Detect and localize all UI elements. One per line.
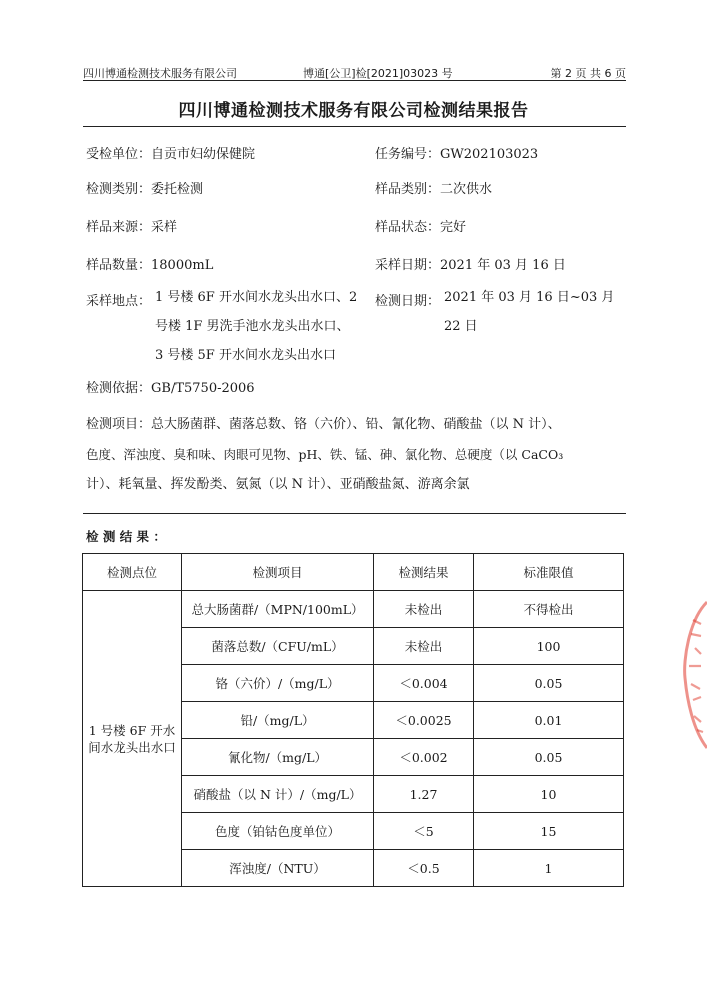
field-sample-type	[375, 178, 492, 197]
field-task-label: 任务编号：	[375, 147, 441, 162]
location-line: 1 号楼 6F 开水间水龙头出水口、2	[155, 290, 358, 305]
header-company: 四川博通检测技术服务有限公司	[83, 67, 237, 80]
field-status-label: 样品状态：	[375, 220, 441, 235]
field-client-value: 自贡市妇幼保健院	[151, 147, 256, 162]
cell-item: 硝酸盐（以 N 计）/（mg/L）	[182, 776, 374, 813]
field-client-label: 受检单位：	[86, 147, 152, 162]
cell-result: ＜0.004	[374, 665, 474, 702]
field-items	[86, 410, 631, 500]
cell-limit: 10	[474, 776, 624, 813]
results-table	[82, 553, 624, 887]
field-basis-label: 检测依据：	[86, 381, 152, 396]
cell-item: 浑浊度/（NTU）	[182, 850, 374, 887]
cell-limit: 0.05	[474, 665, 624, 702]
field-type	[86, 178, 203, 197]
field-type-label: 检测类别：	[86, 182, 152, 197]
cell-limit: 0.01	[474, 702, 624, 739]
field-task-value: GW202103023	[440, 147, 539, 162]
cell-limit: 15	[474, 813, 624, 850]
cell-result: ＜0.0025	[374, 702, 474, 739]
col-header-limit: 标准限值	[474, 554, 624, 591]
field-source	[86, 216, 177, 235]
cell-result: 未检出	[374, 591, 474, 628]
field-task	[375, 143, 538, 162]
col-header-result: 检测结果	[374, 554, 474, 591]
table-header-row	[83, 554, 624, 591]
title-rule	[83, 126, 626, 127]
cell-limit: 不得检出	[474, 591, 624, 628]
field-quantity-label: 样品数量：	[86, 258, 152, 273]
cell-location: 1 号楼 6F 开水间水龙头出水口	[83, 591, 182, 887]
header-rule	[83, 80, 626, 81]
cell-item: 总大肠菌群/（MPN/100mL）	[182, 591, 374, 628]
field-client	[86, 143, 255, 162]
field-test-date-value	[444, 283, 624, 341]
table-row	[83, 591, 624, 628]
results-rule	[83, 513, 626, 514]
field-status	[375, 216, 466, 235]
field-items-label: 检测项目：	[86, 417, 152, 432]
field-quantity-value: 18000mL	[151, 258, 214, 273]
items-line	[86, 410, 631, 440]
field-sample-type-label: 样品类别：	[375, 182, 441, 197]
cell-item: 菌落总数/（CFU/mL）	[182, 628, 374, 665]
items-text: 总大肠菌群、菌落总数、铬（六价）、铅、氰化物、硝酸盐（以 N 计）、	[151, 417, 561, 432]
location-line: 3 号楼 5F 开水间水龙头出水口	[155, 348, 336, 363]
field-sample-type-value: 二次供水	[440, 182, 493, 197]
test-date-line: 22 日	[444, 319, 478, 334]
field-type-value: 委托检测	[151, 182, 204, 197]
field-basis	[86, 377, 255, 396]
cell-item: 铬（六价）/（mg/L）	[182, 665, 374, 702]
field-quantity	[86, 254, 213, 273]
field-location-label: 采样地点：	[86, 294, 152, 309]
field-location-value	[155, 283, 370, 370]
cell-result: 1.27	[374, 776, 474, 813]
items-line: 色度、浑浊度、臭和味、肉眼可见物、pH、铁、锰、砷、氯化物、总硬度（以 CaCO₃	[86, 447, 564, 462]
cell-result: ＜0.5	[374, 850, 474, 887]
field-sample-date-label: 采样日期：	[375, 258, 441, 273]
cell-limit: 0.05	[474, 739, 624, 776]
header-page-number: 第 2 页 共 6 页	[550, 67, 626, 80]
cell-result: ＜0.002	[374, 739, 474, 776]
field-test-date-label: 检测日期：	[375, 294, 441, 309]
cell-item: 氰化物/（mg/L）	[182, 739, 374, 776]
cell-result: 未检出	[374, 628, 474, 665]
report-title: 四川博通检测技术服务有限公司检测结果报告	[178, 101, 529, 121]
field-source-label: 样品来源：	[86, 220, 152, 235]
field-basis-value: GB/T5750-2006	[151, 381, 255, 396]
items-line: 计）、耗氧量、挥发酚类、氨氮（以 N 计）、亚硝酸盐氮、游离余氯	[86, 477, 470, 492]
col-header-location: 检测点位	[83, 554, 182, 591]
field-sample-date-value: 2021 年 03 月 16 日	[440, 258, 566, 273]
cell-result: ＜5	[374, 813, 474, 850]
test-date-line: 2021 年 03 月 16 日~03 月	[444, 290, 615, 305]
col-header-item: 检测项目	[182, 554, 374, 591]
field-sample-date	[375, 254, 566, 273]
header-report-number: 博通[公卫]检[2021]03023 号	[303, 67, 453, 80]
cell-limit: 100	[474, 628, 624, 665]
field-status-value: 完好	[440, 220, 467, 235]
seal-stamp-fragment	[679, 600, 707, 750]
location-line: 号楼 1F 男洗手池水龙头出水口、	[155, 319, 350, 334]
cell-limit: 1	[474, 850, 624, 887]
results-heading: 检 测 结 果 ：	[86, 529, 166, 544]
field-source-value: 采样	[151, 220, 178, 235]
cell-item: 色度（铂钴色度单位）	[182, 813, 374, 850]
cell-item: 铅/（mg/L）	[182, 702, 374, 739]
running-header	[83, 62, 626, 80]
